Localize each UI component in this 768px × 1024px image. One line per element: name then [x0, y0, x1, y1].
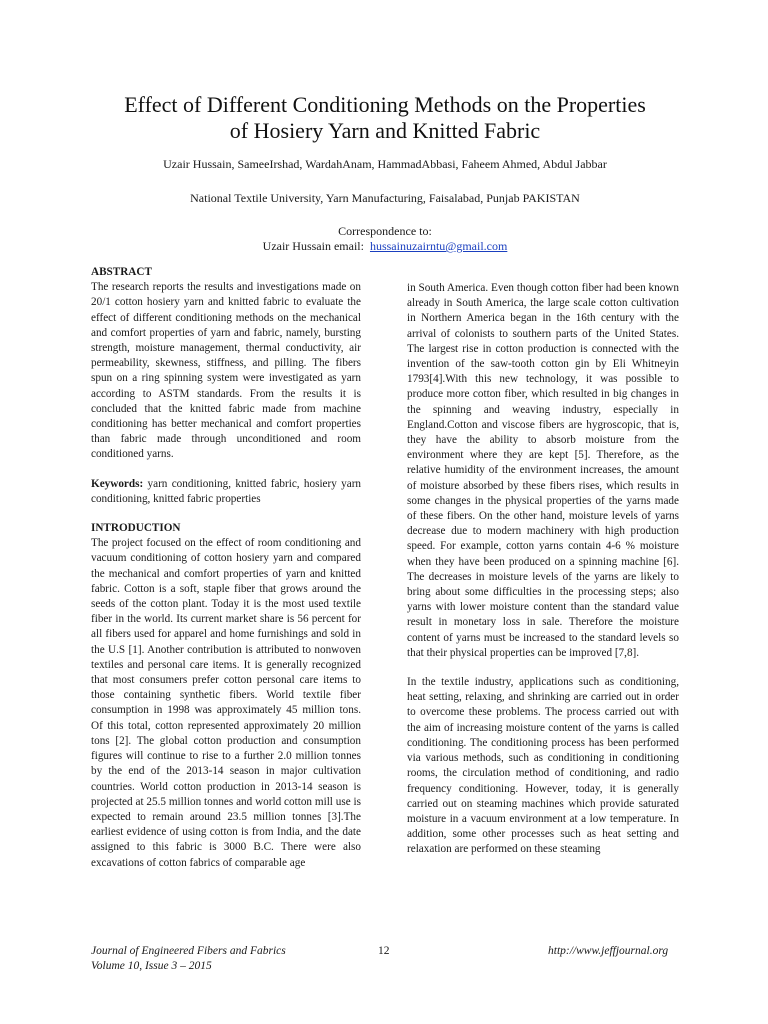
- abstract-text: The research reports the results and investigations made on 20/1 cotton hosiery yarn and knitted fabric to evaluate the effect of different conditioning methods on the mechanical and comfort properties of yarn and fabric, namely, bursting strength, moisture management, thermal conductivity, air permeability, skewness, stiffness, and pilling. The fibers spun on a ring spinning system were investigated as yarn according to ASTM standards. From the results it is concluded that the knitted fabric made from machine conditioning has better mechanical and comfort properties than fabric made through unconditioned and room conditioned yarns.: [91, 281, 361, 461]
- paper-title-line-1: Effect of Different Conditioning Methods on the Properties: [124, 92, 646, 117]
- keywords-label: Keywords:: [91, 477, 144, 490]
- introduction-paragraph-continued: in South America. Even though cotton fiber had been known already in South America, the large scale cotton cultivation in Northern America began in the 16th century with the arrival of colonists to southern parts of the United States. The largest rise in cotton production is connected with the invention of the saw-tooth cotton gin by Eli Whitneyin 1793[4].With this new technology, it was possible to produce more cotton fiber, which resulted in big changes in the spinning and weaving industry, especially in England.Cotton and viscose fibers are hygroscopic, that is, they have the ability to absorb moisture from the environment where they are kept [5]. Therefore, as the relative humidity of the environment increases, the amount of moisture absorbed by these fibers rises, which results in some changes in the physical properties of the yarns made of these fibers. On the other hand, moisture levels of yarns decrease due to modern machinery with high production speed. For example, cotton yarns contain 4-6 % moisture when they have been produced on a spinning machine [6]. The decreases in moisture levels of the yarns are likely to bring about some difficulties in the processing steps; also yarns with lower moisture content than the standard value result in monetary loss in sale. Therefore the moisture content of yarns must be increased to the standard levels so that their physical properties can be improved [7,8].: [407, 282, 679, 659]
- abstract-section: [91, 265, 361, 463]
- email-link[interactable]: hussainuzairntu@gmail.com: [369, 239, 508, 253]
- footer-journal-name: Journal of Engineered Fibers and Fabrics: [91, 945, 286, 957]
- author-list: Uzair Hussain, SameeIrshad, WardahAnam, HammadAbbasi, Faheem Ahmed, Abdul Jabbar: [163, 157, 607, 171]
- page-number: 12: [378, 945, 390, 957]
- footer-url[interactable]: http://www.jeffjournal.org: [548, 945, 669, 957]
- affiliation: National Textile University, Yarn Manufacturing, Faisalabad, Punjab PAKISTAN: [190, 191, 580, 205]
- correspondence: [40, 224, 730, 254]
- correspondence-label: Correspondence to:: [338, 224, 432, 238]
- correspondence-line: [40, 239, 730, 254]
- paper-title-line-2: of Hosiery Yarn and Knitted Fabric: [229, 118, 541, 143]
- keywords-section: [91, 477, 361, 507]
- abstract-heading: ABSTRACT: [91, 266, 152, 278]
- introduction-section: [91, 521, 361, 871]
- footer-volume: Volume 10, Issue 3 – 2015: [91, 960, 212, 972]
- introduction-paragraph-conditioning: In the textile industry, applications such as conditioning, heat setting, relaxing, and shrinking are carried out in order to overcome these problems. The process carried out with the aim of increasing moisture content of the yarns is called conditioning. The conditioning process has been performed via various methods, such as conditioning in conditioning rooms, the circulation method of conditioning, and radio frequency conditioning. However, today, it is generally carried out on steaming machines which provide saturated moisture in a vacuum environment at a low temperature. In addition, some other processes such as heat setting and relaxation are performed on these steaming: [407, 676, 679, 856]
- correspondence-prefix: Uzair Hussain email:: [262, 239, 364, 253]
- paper-title: [40, 92, 730, 144]
- introduction-text-left: The project focused on the effect of room conditioning and vacuum conditioning of cotton hosiery yarn and compared the mechanical and comfort properties of yarn and knitted fabric. Cotton is a soft, staple fiber that grows around the seeds of the cotton plant. Today it is the most used textile fiber in the world. Its current market share is 56 percent for all fibers used for apparel and home furnishings and sold in the U.S [1]. Another contribution is attributed to nonwoven textiles and personal care items. It is generally recognized that most consumers prefer cotton personal care items to those containing synthetic fibers. World textile fiber consumption in 1998 was approximately 45 million tons. Of this total, cotton represented approximately 20 million tons [2]. The global cotton production and consumption figures will continue to rise to a further 2.0 million tonnes by the end of the 2013-14 season in major cultivation countries. World cotton production in 2013-14 season is projected at 25.5 million tonnes and world cotton mill use is expected to remain around 23.5 million tonnes [3].The earliest evidence of using cotton is from India, and the date assigned to this fabric is 3000 B.C. There were also excavations of cotton fabrics of comparable age: [91, 537, 361, 869]
- left-column: [91, 265, 361, 871]
- introduction-heading: INTRODUCTION: [91, 522, 181, 535]
- footer-journal: [91, 944, 286, 974]
- right-column: [407, 281, 679, 858]
- keywords-text: yarn conditioning, knitted fabric, hosiery yarn conditioning, knitted fabric properties: [91, 477, 362, 505]
